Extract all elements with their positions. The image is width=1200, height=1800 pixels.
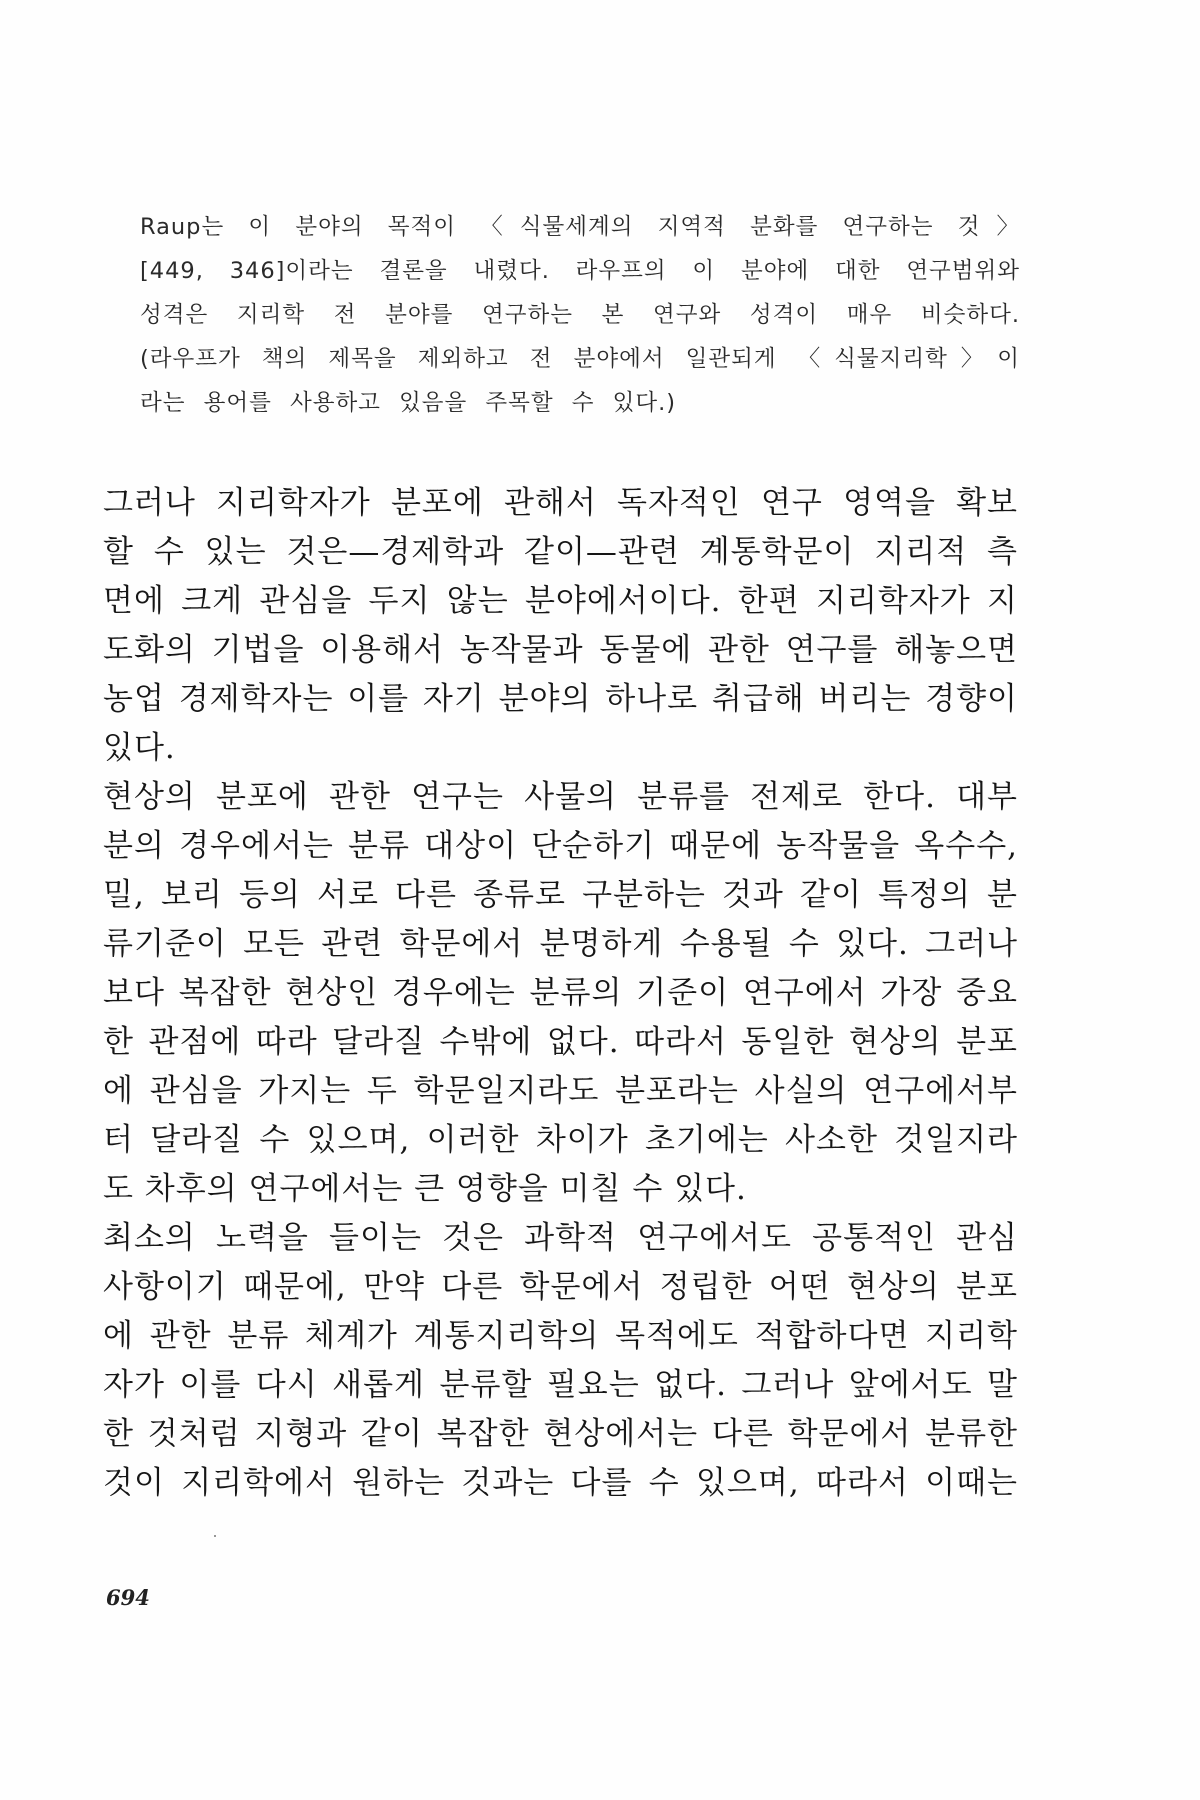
quote-block (140, 205, 1020, 425)
body-line: 한 것처럼 지형과 같이 복잡한 현상에서는 다른 학문에서 분류한 (103, 1416, 1018, 1452)
quote-line: (라우프가 책의 제목을 제외하고 전 분야에서 일관되게 〈식물지리학〉이 (140, 346, 1020, 372)
quote-line: [449, 346]이라는 결론을 내렸다. 라우프의 이 분야에 대한 연구범위와 (140, 258, 1020, 284)
body-text (103, 479, 1018, 1508)
page-number: 694 (106, 1585, 150, 1610)
body-line: 할 수 있는 것은—경제학과 같이—관련 계통학문이 지리적 측 (103, 534, 1018, 570)
body-line: 밀, 보리 등의 서로 다른 종류로 구분하는 것과 같이 특정의 분 (103, 877, 1018, 913)
body-line: 농업 경제학자는 이를 자기 분야의 하나로 취급해 버리는 경향이 (103, 681, 1018, 717)
quote-line: 라는 용어를 사용하고 있음을 주목할 수 있다.) (140, 390, 677, 416)
body-line: 도화의 기법을 이용해서 농작물과 동물에 관한 연구를 해놓으면 (103, 632, 1018, 668)
body-line: 보다 복잡한 현상인 경우에는 분류의 기준이 연구에서 가장 중요 (103, 975, 1018, 1011)
body-line: 분의 경우에서는 분류 대상이 단순하기 때문에 농작물을 옥수수, (103, 828, 1018, 864)
quote-line: 성격은 지리학 전 분야를 연구하는 본 연구와 성격이 매우 비슷하다. (140, 302, 1020, 328)
body-line: 도 차후의 연구에서는 큰 영향을 미칠 수 있다. (103, 1171, 747, 1207)
body-line: 최소의 노력을 들이는 것은 과학적 연구에서도 공통적인 관심 (103, 1220, 1018, 1256)
body-line: 에 관심을 가지는 두 학문일지라도 분포라는 사실의 연구에서부 (103, 1073, 1018, 1109)
body-line: 그러나 지리학자가 분포에 관해서 독자적인 연구 영역을 확보 (103, 485, 1018, 521)
body-line: 에 관한 분류 체계가 계통지리학의 목적에도 적합하다면 지리학 (103, 1318, 1018, 1354)
body-line: 한 관점에 따라 달라질 수밖에 없다. 따라서 동일한 현상의 분포 (103, 1024, 1018, 1060)
body-line: 사항이기 때문에, 만약 다른 학문에서 정립한 어떤 현상의 분포 (103, 1269, 1018, 1305)
quote-line: Raup는 이 분야의 목적이 〈식물세계의 지역적 분화를 연구하는 것〉 (140, 214, 1020, 240)
print-speck (214, 1535, 216, 1537)
body-line: 면에 크게 관심을 두지 않는 분야에서이다. 한편 지리학자가 지 (103, 583, 1018, 619)
body-line: 것이 지리학에서 원하는 것과는 다를 수 있으며, 따라서 이때는 (103, 1465, 1018, 1501)
body-line: 자가 이를 다시 새롭게 분류할 필요는 없다. 그러나 앞에서도 말 (103, 1367, 1018, 1403)
body-line: 현상의 분포에 관한 연구는 사물의 분류를 전제로 한다. 대부 (103, 779, 1018, 815)
body-line: 터 달라질 수 있으며, 이러한 차이가 초기에는 사소한 것일지라 (103, 1122, 1018, 1158)
body-line: 있다. (103, 730, 176, 766)
body-line: 류기준이 모든 관련 학문에서 분명하게 수용될 수 있다. 그러나 (103, 926, 1018, 962)
